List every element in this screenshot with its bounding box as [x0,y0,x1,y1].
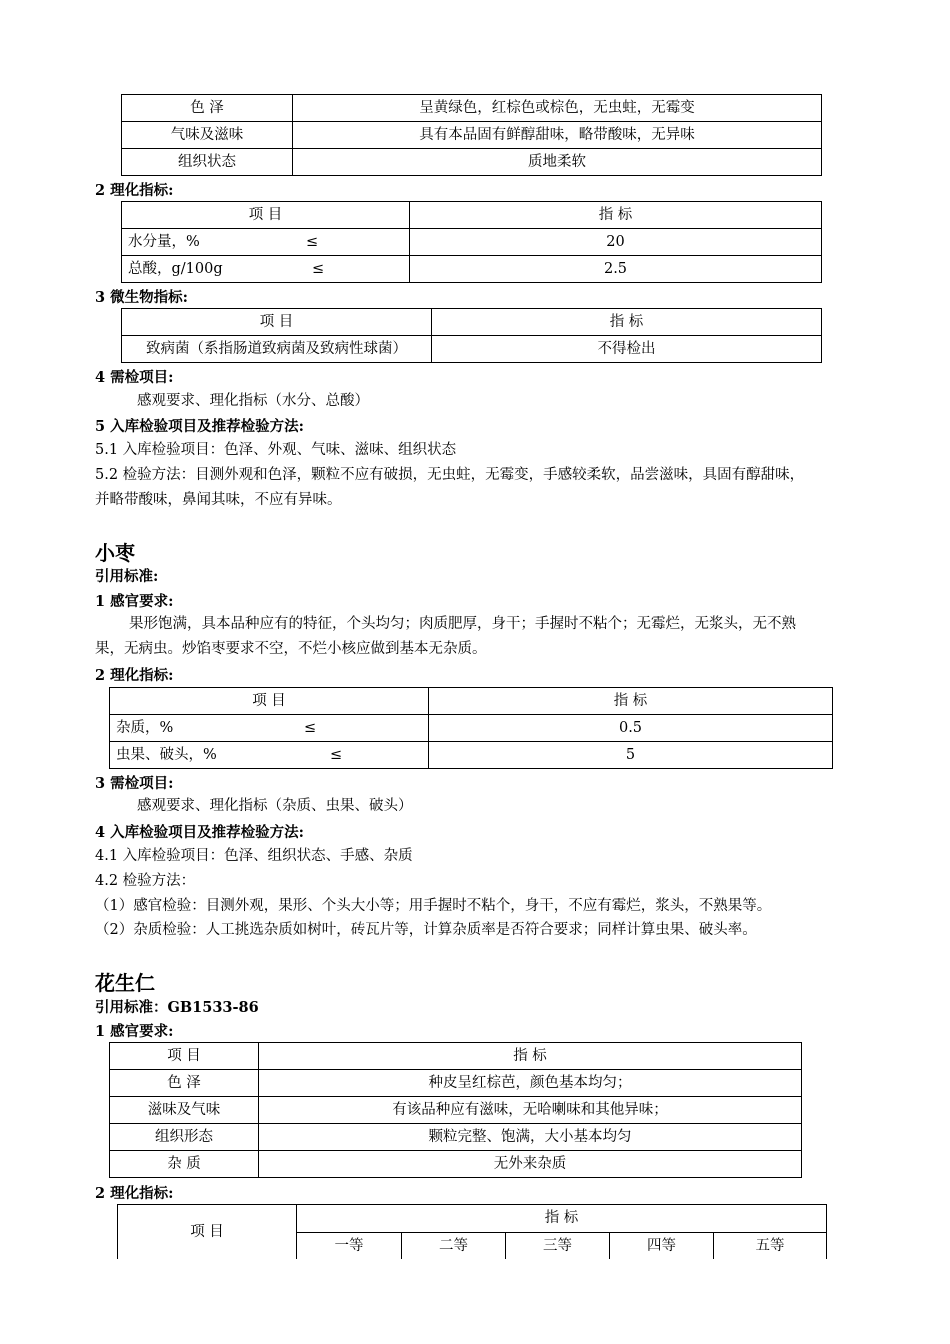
section-heading: 5 入库检验项目及推荐检验方法: [95,418,304,435]
micro-table-1 [121,308,822,363]
le-symbol: ≤ [312,261,325,277]
item-label: 总酸，g/100g [128,261,223,277]
le-symbol: ≤ [306,234,319,250]
paragraph: 果，无病虫。炒馅枣要求不空，不烂小核应做到基本无杂质。 [95,641,487,657]
section-heading: 3 需检项目: [95,775,174,792]
table-header-row [122,309,822,336]
paragraph: 5.1 入库检验项目：色泽、外观、气味、滋味、组织状态 [95,442,457,458]
table-header: 项 目 [110,1043,259,1070]
le-symbol: ≤ [304,720,317,736]
table-cell: 种皮呈红棕芭，颜色基本均匀； [259,1070,802,1097]
table-row [122,229,822,256]
grade-header: 五等 [714,1233,826,1259]
table-cell [122,229,410,256]
table-cell: 质地柔软 [293,149,822,176]
table-cell: 有该品种应有滋味，无哈喇味和其他异味； [259,1097,802,1124]
section-heading: 4 入库检验项目及推荐检验方法: [95,824,304,841]
section-heading: 3 微生物指标: [95,289,188,306]
table-cell [122,256,410,283]
table-header: 指 标 [429,688,833,715]
section-title: 小枣 [95,541,135,565]
grade-header: 二等 [402,1233,506,1259]
item-label: 水分量，% [128,234,200,250]
table-cell: 色 泽 [122,95,293,122]
paragraph: 4.1 入库检验项目：色泽、组织状态、手感、杂质 [95,848,413,864]
table-row [122,149,822,176]
section-heading: 2 理化指标: [95,1185,174,1202]
table-cell: 致病菌（系指肠道致病菌及致病性球菌） [122,336,432,363]
table-cell: 杂 质 [110,1151,259,1178]
table-header: 项 目 [122,202,410,229]
sensory-table-3 [109,1042,802,1178]
table-header: 指 标 [297,1205,826,1233]
physchem-table-1 [121,201,822,283]
table-cell: 气味及滋味 [122,122,293,149]
grade-header: 一等 [297,1233,402,1259]
table-row [110,742,833,769]
section-heading: 1 感官要求: [95,1023,174,1040]
section-heading: 1 感官要求: [95,593,174,610]
paragraph: 感观要求、理化指标（水分、总酸） [137,393,369,409]
paragraph: （2）杂质检验：人工挑选杂质如树叶，砖瓦片等，计算杂质率是否符合要求；同样计算虫果、破头率。 [95,922,757,938]
paragraph: （1）感官检验：目测外观，果形、个头大小等；用手握时不粘个，身干，不应有霉烂，浆头，不熟果等。 [95,898,772,914]
table-row [110,1124,802,1151]
table-header-row [110,1043,802,1070]
table-header: 指 标 [432,309,822,336]
section-heading: 4 需检项目: [95,369,174,386]
table-cell: 色 泽 [110,1070,259,1097]
le-symbol: ≤ [330,747,343,763]
sensory-table-1 [121,94,822,176]
table-row [122,336,822,363]
table-header: 指 标 [259,1043,802,1070]
table-row [110,715,833,742]
table-row [110,1151,802,1178]
table-cell: 2.5 [410,256,822,283]
table-cell [110,742,429,769]
paragraph: 5.2 检验方法：目测外观和色泽，颗粒不应有破损，无虫蛀，无霉变，手感较柔软，品尝滋味，具固有醇甜味， [95,467,805,483]
table-cell: 0.5 [429,715,833,742]
table-header: 指 标 [410,202,822,229]
table-row [122,95,822,122]
physchem-table-2 [109,687,833,769]
table-cell: 具有本品固有鲜醇甜味，略带酸味，无异味 [293,122,822,149]
table-cell: 不得检出 [432,336,822,363]
paragraph: 4.2 检验方法： [95,873,196,889]
grade-header: 四等 [610,1233,714,1259]
table-cell: 组织形态 [110,1124,259,1151]
paragraph: 并略带酸味，鼻闻其味，不应有异味。 [95,492,342,508]
table-row [110,1070,802,1097]
table-header-row [122,202,822,229]
table-cell: 呈黄绿色，红棕色或棕色，无虫蛀，无霉变 [293,95,822,122]
item-label: 虫果、破头，% [116,747,217,763]
paragraph: 果形饱满，具本品种应有的特征，个头均匀；肉质肥厚，身干；手握时不粘个；无霉烂，无浆头，无不熟 [129,616,796,632]
section-heading: 2 理化指标: [95,182,174,199]
table-cell: 5 [429,742,833,769]
table-cell: 颗粒完整、饱满，大小基本均匀 [259,1124,802,1151]
grade-header: 三等 [506,1233,610,1259]
table-header: 项 目 [118,1205,297,1259]
table-cell: 滋味及气味 [110,1097,259,1124]
section-title: 花生仁 [95,971,155,995]
standard-ref: 引用标准：GB1533-86 [95,999,259,1016]
table-header-row [110,688,833,715]
table-row [122,256,822,283]
standard-ref: 引用标准: [95,568,159,585]
table-header: 项 目 [110,688,429,715]
item-label: 杂质，% [116,720,174,736]
section-heading: 2 理化指标: [95,667,174,684]
table-cell: 组织状态 [122,149,293,176]
table-cell: 无外来杂质 [259,1151,802,1178]
table-cell [110,715,429,742]
table-header: 项 目 [122,309,432,336]
paragraph: 感观要求、理化指标（杂质、虫果、破头） [137,798,413,814]
table-row [122,122,822,149]
table-row [110,1097,802,1124]
table-cell: 20 [410,229,822,256]
grade-table [117,1204,827,1259]
